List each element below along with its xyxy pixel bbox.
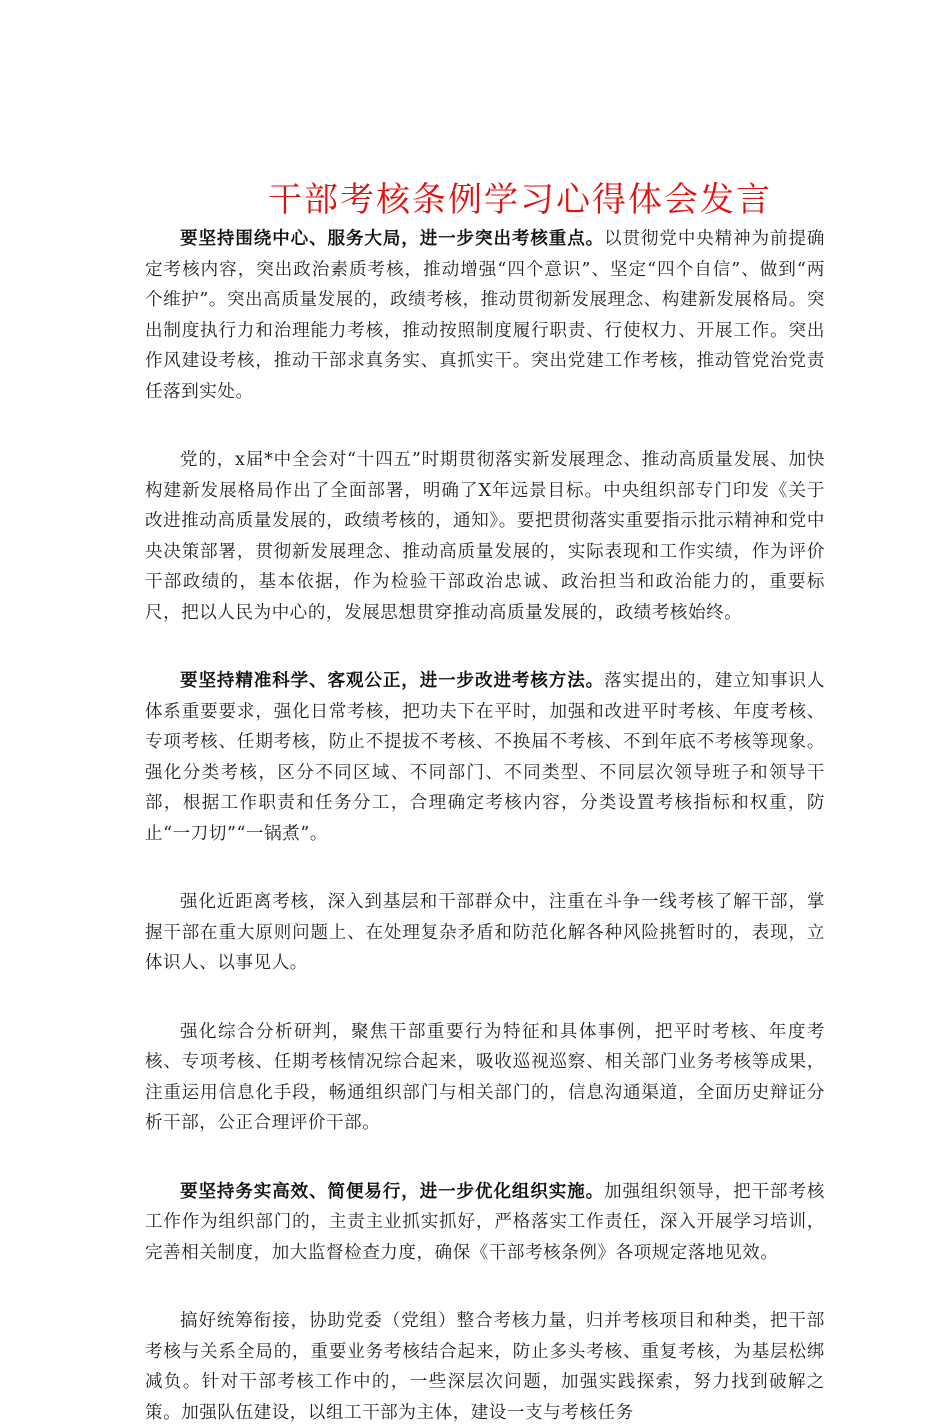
- paragraph-text: 强化近距离考核，深入到基层和干部群众中，注重在斗争一线考核了解干部，掌握干部在重大原则问题上、在处理复杂矛盾和防范化解各种风险挑暂时的，表现，立体识人、以事见人。: [145, 892, 825, 973]
- document-title: 干部考核条例学习心得体会发言: [268, 179, 772, 220]
- paragraph-5: [145, 1017, 825, 1139]
- paragraph-text: 加强组织领导，把干部考核工作作为组织部门的，主责主业抓实抓好，严格落实工作责任，深入开展学习培训，完善相关制度，加大监督检查力度，确保《干部考核条例》各项规定落地见效。: [145, 1181, 825, 1263]
- paragraph-4: [145, 887, 825, 979]
- paragraph-2: [145, 445, 825, 628]
- document-body: [145, 224, 825, 1428]
- paragraph-7: [145, 1306, 825, 1428]
- paragraph-6: [145, 1177, 825, 1269]
- paragraph-text: 党的，x届*中全会对“十四五”时期贯彻落实新发展理念、推动高质量发展、加快构建新发展格局作出了全面部署，明确了X年远景目标。中央组织部专门印发《关于改进推动高质量发展的，政绩考核的，通知》。要把贯彻落实重要指示批示精神和党中央决策部署，贯彻新发展理念、推动高质量发展的，实际表现和工作实绩，作为评价干部政绩的，基本依据，作为检验干部政治忠诚、政治担当和政治能力的，重要标尺，把以人民为中心的，发展思想贯穿推动高质量发展的，政绩考核始终。: [145, 450, 825, 623]
- paragraph-3: [145, 666, 825, 849]
- paragraph-text: 落实提出的，建立知事识人体系重要要求，强化日常考核，把功夫下在平时，加强和改进平时考核、年度考核、专项考核、任期考核，防止不提拔不考核、不换届不考核、不到年底不考核等现象。强化分类考核，区分不同区域、不同部门、不同类型、不同层次领导班子和领导干部，根据工作职责和任务分工，合理确定考核内容，分类设置考核指标和权重，防止“一刀切”“一锅煮”。: [145, 671, 825, 844]
- paragraph-1: [145, 224, 825, 407]
- paragraph-lead: 要坚持精准科学、客观公正，进一步改进考核方法。: [180, 671, 605, 691]
- paragraph-lead: 要坚持围绕中心、服务大局，进一步突出考核重点。: [180, 229, 605, 249]
- paragraph-lead: 要坚持务实高效、简便易行，进一步优化组织实施。: [180, 1181, 605, 1202]
- paragraph-text: 以贯彻党中央精神为前提确定考核内容，突出政治素质考核，推动增强“四个意识”、坚定“四个自信”、做到“两个维护”。突出高质量发展的，政绩考核，推动贯彻新发展理念、构建新发展格局。突出制度执行力和治理能力考核，推动按照制度履行职责、行使权力、开展工作。突出作风建设考核，推动干部求真务实、真抓实干。突出党建工作考核，推动管党治党责任落到实处。: [145, 229, 825, 402]
- paragraph-text: 搞好统筹衔接，协助党委（党组）整合考核力量，归并考核项目和种类，把干部考核与关系全局的，重要业务考核结合起来，防止多头考核、重复考核，为基层松绑减负。针对干部考核工作中的，一些深层次问题，加强实践探索，努力找到破解之策。加强队伍建设，以组工干部为主体，建设一支与考核任务: [145, 1311, 825, 1423]
- paragraph-text: 强化综合分析研判，聚焦干部重要行为特征和具体事例，把平时考核、年度考核、专项考核、任期考核情况综合起来，吸收巡视巡察、相关部门业务考核等成果，注重运用信息化手段，畅通组织部门与相关部门的，信息沟通渠道，全面历史辩证分析干部，公正合理评价干部。: [145, 1021, 825, 1133]
